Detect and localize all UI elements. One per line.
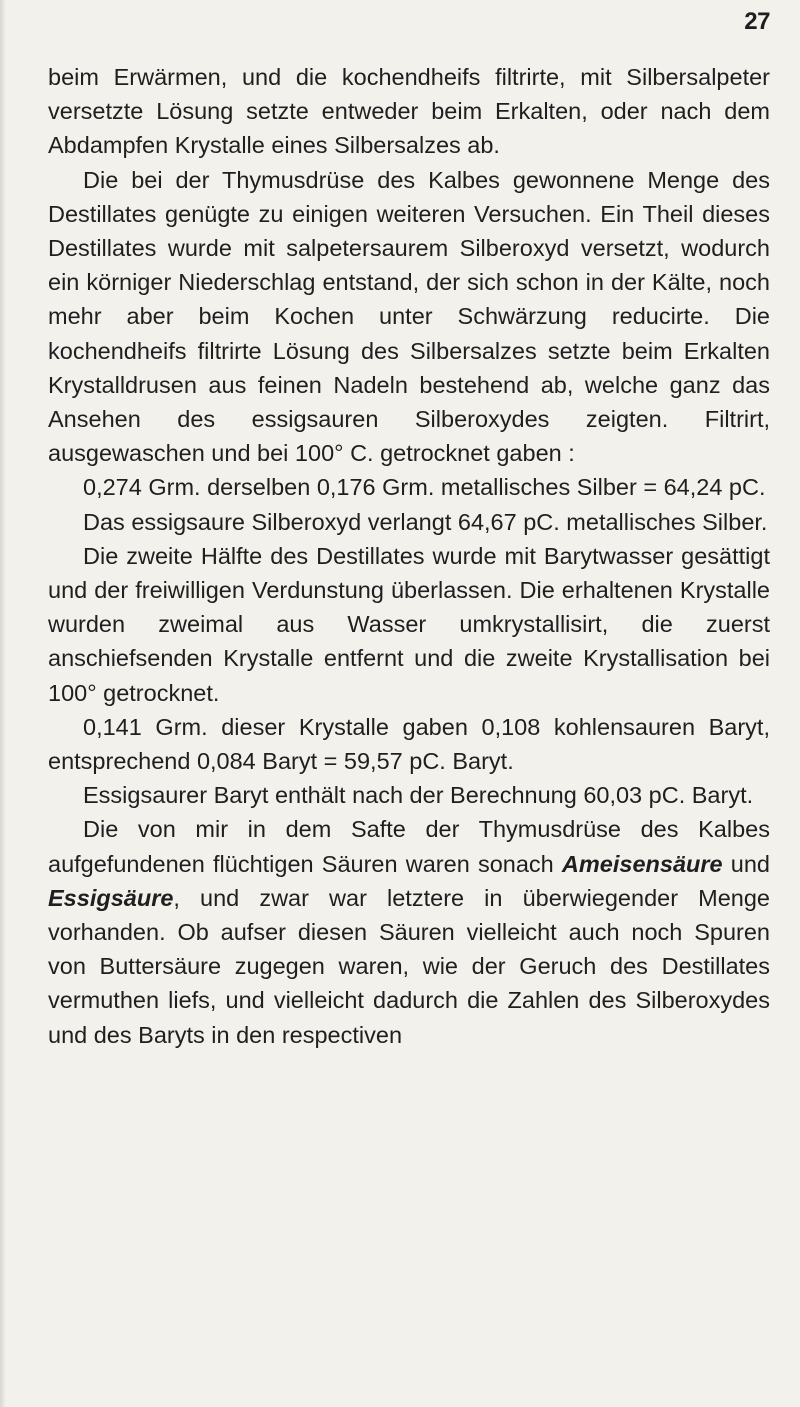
text-segment: Die bei der Thymusdrüse des Kalbes gewonnene Menge des Destillates genügte zu einigen weiteren Versuchen. Ein Theil dieses Destillates wurde mit salpetersaurem Silberoxyd versetzt, wodurch ein körniger Niederschlag entstand, der sich schon in der Kälte, noch mehr aber beim Kochen unter Schwärzung reducirte. Die kochendheifs filtrirte Lösung des Silbersalzes setzte beim Erkalten Krystalldrusen aus feinen Nadeln bestehend ab, welche ganz das Ansehen des essigsauren Silberoxydes zeigten. Filtrirt, ausgewaschen und bei 100° C. getrocknet gaben : — [48, 166, 770, 467]
text-segment: und — [722, 850, 770, 877]
text-segment: Essigsaurer Baryt enthält nach der Berechnung 60,03 pC. Baryt. — [83, 782, 754, 809]
text-segment: Das essigsaure Silberoxyd verlangt 64,67 pC. metallisches Silber. — [83, 508, 768, 535]
paragraph — [48, 812, 770, 1051]
paragraph — [48, 60, 770, 163]
paragraph — [48, 470, 770, 504]
body-text — [48, 60, 770, 1052]
text-segment: Die zweite Hälfte des Destillates wurde mit Barytwasser gesättigt und der freiwilligen Verdunstung überlassen. Die erhaltenen Krystalle wurden zweimal aus Wasser umkrystallisirt, die zuerst anschiefsenden Krystalle entfernt und die zweite Krystallisation bei 100° getrocknet. — [48, 542, 770, 706]
emphasized-term: Essigsäure — [48, 884, 174, 911]
paragraph — [48, 778, 770, 812]
emphasized-term: Ameisensäure — [561, 850, 723, 877]
text-segment: 0,274 Grm. derselben 0,176 Grm. metallisches Silber = 64,24 pC. — [83, 474, 766, 501]
text-segment: Die von mir in dem Safte der Thymusdrüse des Kalbes aufgefundenen flüchtigen Säuren waren sonach — [48, 816, 770, 877]
page-binding-shadow — [0, 0, 6, 1407]
paragraph — [48, 710, 770, 778]
paragraph — [48, 163, 770, 471]
paragraph — [48, 539, 770, 710]
page-number: 27 — [744, 8, 770, 35]
text-segment: 0,141 Grm. dieser Krystalle gaben 0,108 kohlensauren Baryt, entsprechend 0,084 Baryt = 59,57 pC. Baryt. — [48, 713, 770, 775]
paragraph — [48, 505, 770, 539]
text-segment: , und zwar war letztere in überwiegender Menge vorhanden. Ob aufser diesen Säuren vielleicht auch noch Spuren von Buttersäure zugegen waren, wie der Geruch des Destillates vermuthen liefs, und vielleicht dadurch die Zahlen des Silberoxydes und des Baryts in den respectiven — [48, 884, 770, 1048]
text-segment: beim Erwärmen, und die kochendheifs filtrirte, mit Silbersalpeter versetzte Lösung setzte entweder beim Erkalten, oder nach dem Abdampfen Krystalle eines Silbersalzes ab. — [48, 64, 770, 159]
